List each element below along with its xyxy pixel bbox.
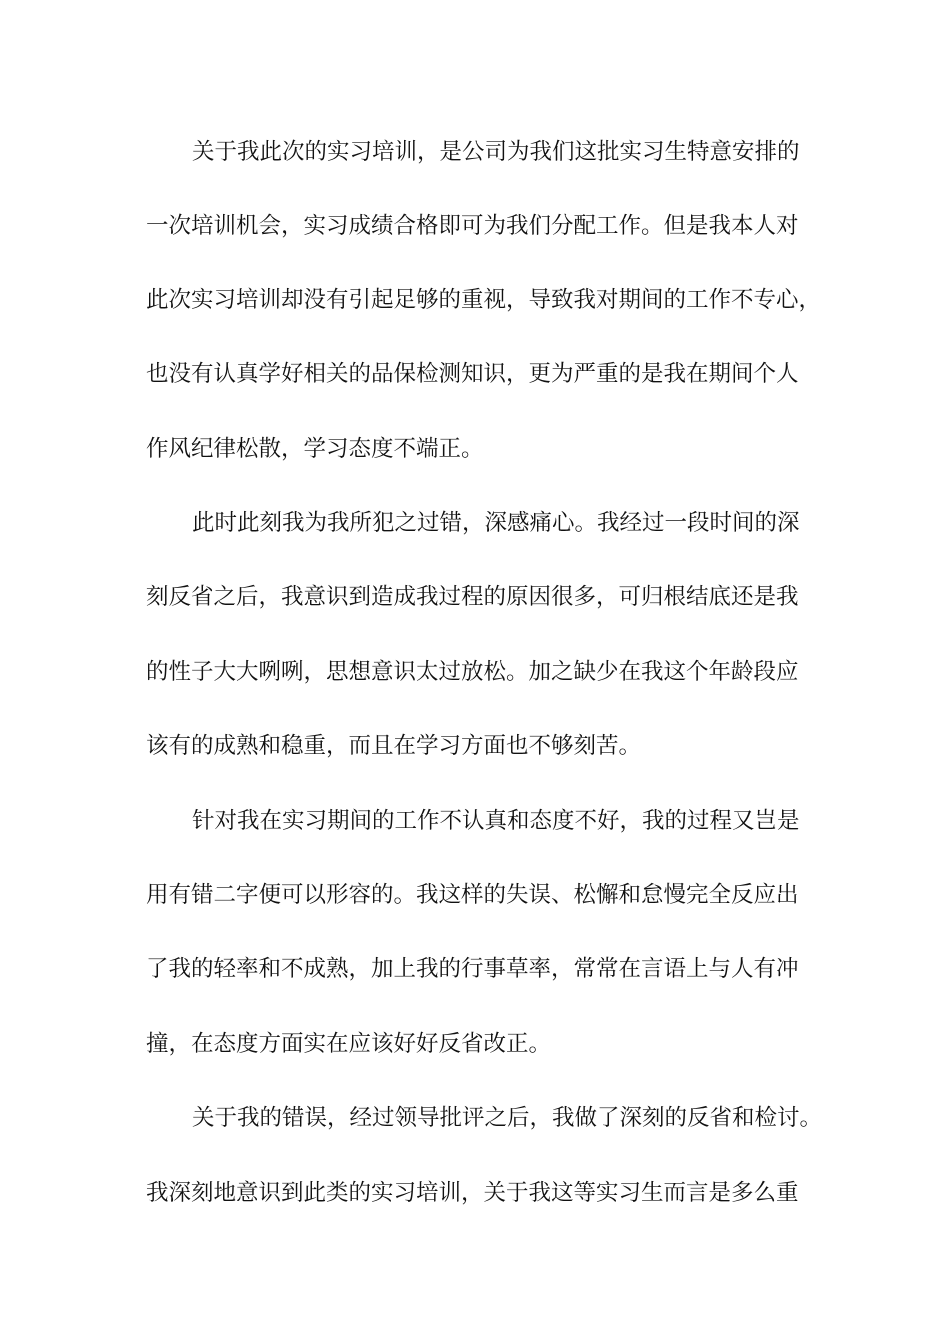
paragraph-4-line-2: 我深刻地意识到此类的实习培训，关于我这等实习生而言是多么重 — [146, 1180, 799, 1206]
paragraph-1-line-5: 作风纪律松散，学习态度不端正。 — [146, 436, 484, 462]
paragraph-1-line-2: 一次培训机会，实习成绩合格即可为我们分配工作。但是我本人对 — [146, 213, 799, 239]
paragraph-3-line-1: 针对我在实习期间的工作不认真和态度不好，我的过程又岂是 — [192, 808, 800, 834]
paragraph-3-line-2: 用有错二字便可以形容的。我这样的失误、松懈和怠慢完全反应出 — [146, 882, 799, 908]
paragraph-2-line-4: 该有的成熟和稳重，而且在学习方面也不够刻苦。 — [146, 733, 642, 759]
paragraph-1-line-3: 此次实习培训却没有引起足够的重视，导致我对期间的工作不专心， — [146, 287, 822, 313]
paragraph-1-line-4: 也没有认真学好相关的品保检测知识，更为严重的是我在期间个人 — [146, 361, 799, 387]
paragraph-2-line-1: 此时此刻我为我所犯之过错，深感痛心。我经过一段时间的深 — [192, 510, 800, 536]
paragraph-3-line-3: 了我的轻率和不成熟，加上我的行事草率，常常在言语上与人有冲 — [146, 956, 799, 982]
paragraph-2-line-3: 的性子大大咧咧，思想意识太过放松。加之缺少在我这个年龄段应 — [146, 659, 799, 685]
paragraph-1-line-1: 关于我此次的实习培训，是公司为我们这批实习生特意安排的 — [192, 139, 800, 165]
paragraph-4-line-1: 关于我的错误，经过领导批评之后，我做了深刻的反省和检讨。 — [192, 1105, 823, 1131]
paragraph-3-line-4: 撞，在态度方面实在应该好好反省改正。 — [146, 1031, 552, 1057]
paragraph-2-line-2: 刻反省之后，我意识到造成我过程的原因很多，可归根结底还是我 — [146, 584, 799, 610]
